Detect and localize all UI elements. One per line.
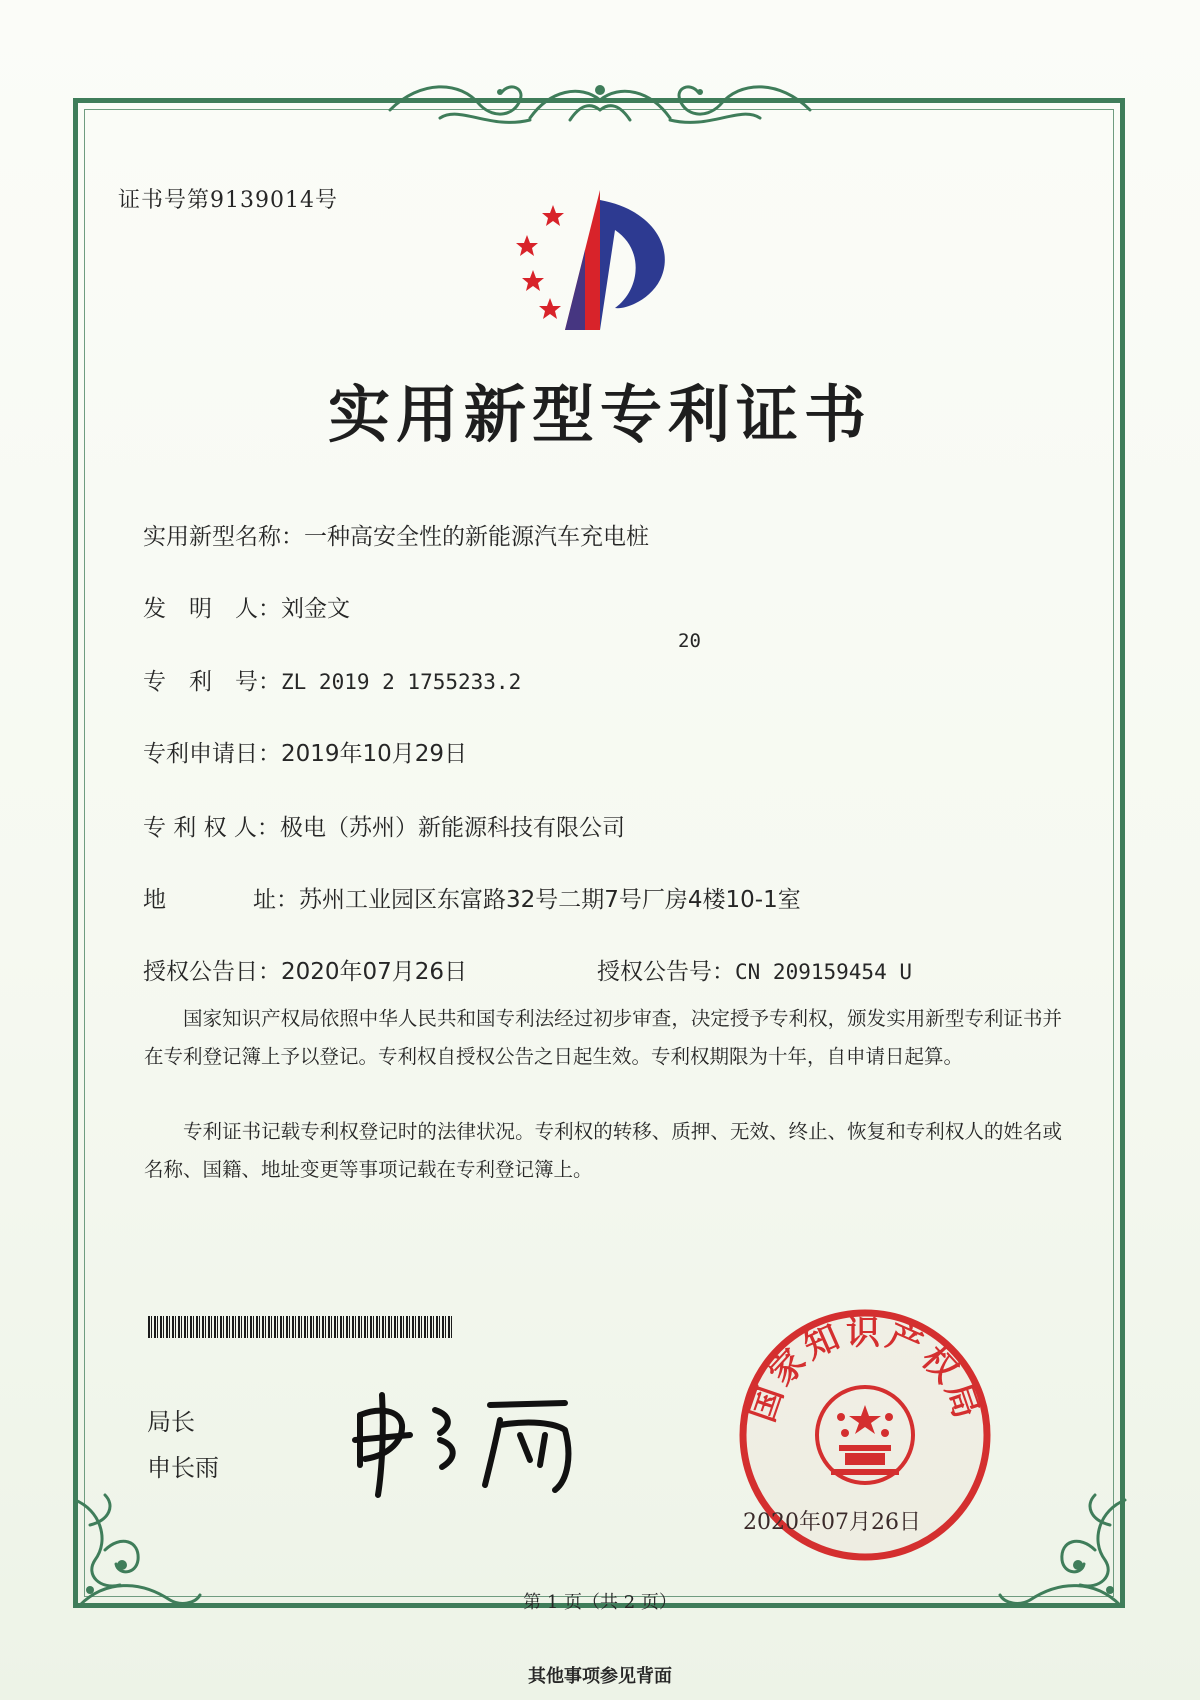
page-indicator: 第 1 页（共 2 页）: [523, 1592, 677, 1613]
seal-date: 2020年07月26日: [743, 1510, 921, 1535]
patentee-label: 专 利 权 人：: [143, 815, 280, 841]
grant-number-label: 授权公告号：: [597, 959, 735, 985]
filing-date-value: 2019年10月29日: [281, 741, 468, 767]
patent-number-row: [143, 663, 521, 696]
inventor-value: 刘金文: [281, 596, 350, 622]
body-paragraph: 专利证书记载专利权登记时的法律状况。专利权的转移、质押、无效、终止、恢复和专利权人的姓名或名称、国籍、地址变更等事项记载在专利登记簿上。: [144, 1120, 1062, 1181]
inventor-label: 发 明 人：: [143, 596, 281, 622]
address-row: [253, 881, 801, 914]
utility-model-name-row: [143, 518, 649, 551]
certificate-title: 实用新型专利证书: [327, 378, 872, 451]
inventor-row: [143, 590, 350, 623]
filing-date-row: [143, 735, 467, 768]
patent-number-label: 专 利 号：: [143, 669, 281, 695]
body-paragraph: 国家知识产权局依照中华人民共和国专利法经过初步审查，决定授予专利权，颁发实用新型专利证书并在专利登记簿上予以登记。专利权自授权公告之日起生效。专利权期限为十年，自申请日起算。: [144, 1007, 1062, 1068]
utility-model-name-label: 实用新型名称：: [143, 524, 304, 550]
grant-date-label: 授权公告日：: [143, 959, 281, 985]
seal-text: 国家知识产权局: [742, 1312, 988, 1427]
marginal-note: 20: [678, 630, 701, 652]
signatory-title: 局长: [147, 1408, 195, 1436]
patentee-row: [143, 809, 625, 842]
patent-number-value: ZL 2019 2 1755233.2: [281, 670, 522, 694]
certificate-number: 证书号第9139014号: [118, 188, 338, 213]
top-scroll-ornament: [380, 70, 820, 132]
address-value: 苏州工业园区东富路32号二期7号厂房4楼10-1室: [299, 887, 801, 913]
back-side-note: 其他事项参见背面: [528, 1666, 672, 1687]
grant-date-row: [143, 953, 467, 986]
handwritten-signature: [340, 1385, 600, 1505]
grant-number-value: CN 209159454 U: [735, 960, 913, 984]
grant-number-row: [597, 953, 912, 986]
filing-date-label: 专利申请日：: [143, 741, 281, 767]
address-label: 址：: [253, 887, 299, 913]
utility-model-name-value: 一种高安全性的新能源汽车充电桩: [304, 524, 649, 550]
grant-date-value: 2020年07月26日: [281, 959, 468, 985]
patent-office-logo: [505, 180, 695, 330]
patentee-value: 极电（苏州）新能源科技有限公司: [279, 815, 625, 841]
signatory-name: 申长雨: [147, 1454, 219, 1482]
address-label-first-char: 地: [143, 887, 166, 913]
barcode: [148, 1316, 453, 1338]
